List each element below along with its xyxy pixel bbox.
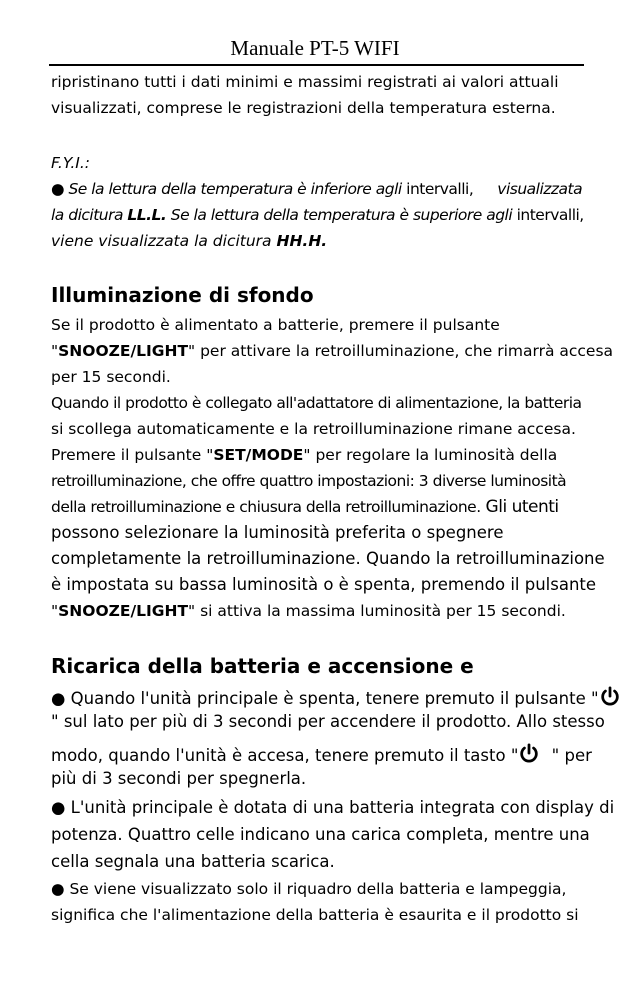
backlight-line: retroilluminazione, che offre quattro impostazioni: 3 diverse luminosità [51, 472, 567, 490]
fyi-text: visualizzata [497, 180, 583, 198]
battery-line: ● L'unità principale è dotata di una batteria integrata con display di [51, 798, 615, 817]
page-header: Manuale PT-5 WIFI [230, 36, 400, 60]
battery-line: significa che l'alimentazione della batteria è esaurita e il prodotto si [51, 906, 579, 924]
backlight-line: possono selezionare la luminosità preferita o spegnere [51, 523, 504, 542]
intro-line-1: ripristinano tutti i dati minimi e massimi registrati ai valori attuali [51, 73, 559, 91]
battery-line: più di 3 secondi per spegnerla. [51, 769, 307, 788]
fyi-label: F.Y.I.: [51, 154, 90, 172]
text: " si attiva la massima luminosità per 15 secondi. [188, 602, 566, 620]
backlight-line: completamente la retroilluminazione. Quando la retroilluminazione [51, 549, 605, 568]
button-name-snooze-light: SNOOZE/LIGHT [58, 602, 189, 620]
section-heading-battery: Ricarica della batteria e accensione e [51, 654, 474, 678]
power-icon [518, 743, 540, 765]
backlight-line: si scollega automaticamente e la retroilluminazione rimane accesa. [51, 420, 576, 438]
text: " per attivare la retroilluminazione, che rimarrà accesa [188, 342, 614, 360]
bullet: ● [51, 180, 69, 198]
backlight-line: per 15 secondi. [51, 368, 171, 386]
text: Gli utenti [480, 497, 559, 517]
backlight-line [51, 445, 557, 465]
backlight-line: è impostata su bassa luminosità o è spenta, premendo il pulsante [51, 575, 597, 594]
text: della retroilluminazione e chiusura della retroilluminazione. [51, 498, 481, 516]
backlight-line: Se il prodotto è alimentato a batterie, premere il pulsante [51, 316, 500, 334]
fyi-code-high: HH.H. [276, 232, 328, 250]
battery-line [51, 686, 621, 709]
text: " per regolare la luminosità della [303, 446, 558, 464]
button-name-snooze-light: SNOOZE/LIGHT [58, 342, 189, 360]
section-heading-backlight: Illuminazione di sfondo [51, 283, 314, 307]
fyi-text: intervalli, [401, 180, 474, 198]
battery-line: potenza. Quattro celle indicano una carica completa, mentre una [51, 825, 590, 844]
text: modo, quando l'unità è accesa, tenere premuto il tasto " [51, 746, 519, 765]
backlight-line [51, 497, 559, 517]
fyi-text: viene visualizzata la dicitura [51, 232, 277, 250]
text: Premere il pulsante " [51, 446, 214, 464]
fyi-text: la dicitura [51, 206, 128, 224]
fyi-line-1 [51, 179, 582, 199]
fyi-text: Se la lettura della temperatura è superiore agli [166, 206, 513, 224]
fyi-code-low: LL.L. [127, 206, 167, 224]
battery-line: " sul lato per più di 3 secondi per accendere il prodotto. Allo stesso [51, 712, 605, 731]
header-rule [49, 64, 584, 66]
text: " [51, 602, 59, 620]
battery-line: ● Se viene visualizzato solo il riquadro della batteria e lampeggia, [51, 880, 567, 898]
backlight-line: Quando il prodotto è collegato all'adattatore di alimentazione, la batteria [51, 394, 582, 412]
fyi-line-3 [51, 231, 327, 251]
backlight-line [51, 601, 566, 621]
text: " [51, 342, 59, 360]
battery-line [51, 743, 592, 766]
text: ● Quando l'unità principale è spenta, tenere premuto il pulsante " [51, 689, 599, 708]
button-name-set-mode: SET/MODE [213, 446, 304, 464]
power-icon [599, 686, 621, 708]
battery-line: cella segnala una batteria scarica. [51, 852, 335, 871]
fyi-text: Se la lettura della temperatura è inferiore agli [68, 180, 402, 198]
intro-line-2: visualizzati, comprese le registrazioni della temperatura esterna. [51, 99, 556, 117]
text: " per [546, 746, 592, 765]
fyi-line-2 [51, 205, 584, 225]
backlight-line [51, 341, 613, 361]
fyi-text: intervalli, [512, 206, 584, 224]
